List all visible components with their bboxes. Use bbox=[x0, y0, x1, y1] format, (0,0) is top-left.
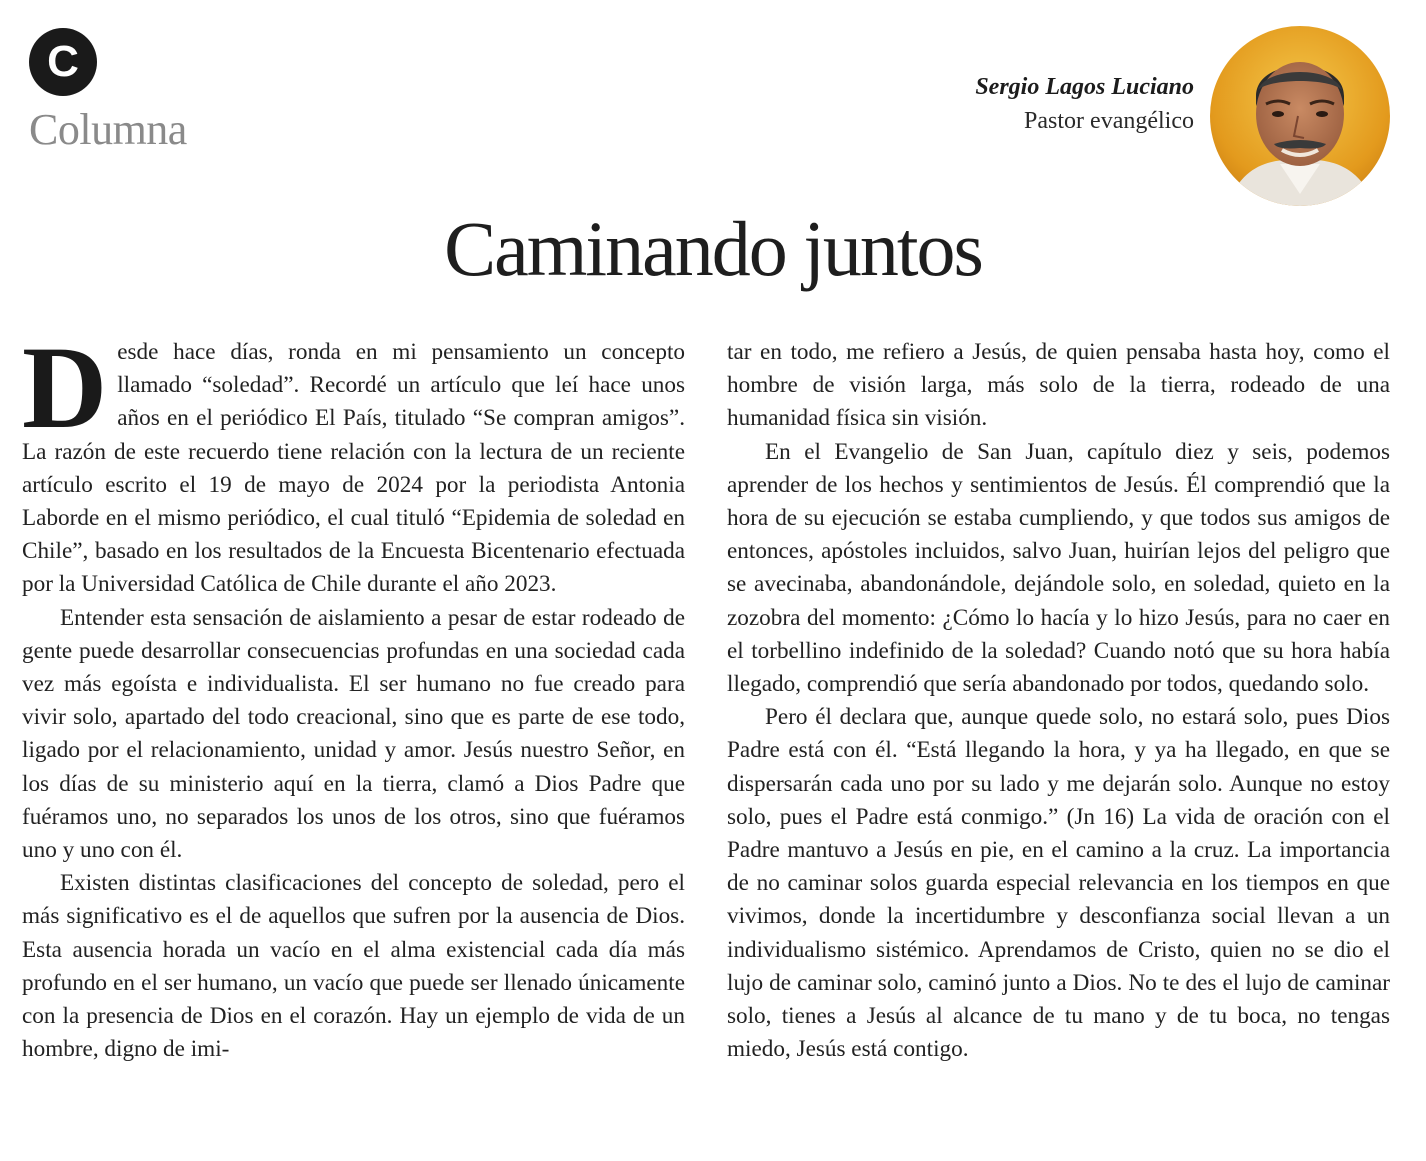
section-label: Columna bbox=[29, 105, 187, 154]
paragraph-3: Existen distintas clasificaciones del concepto de soledad, pero el más significativo es el de aquellos que sufren por la ausencia de Dios. Esta ausencia horada un vacío en el alma existencial cada día más profundo en el ser humano, un vacío que puede ser llenado únicamente con la presencia de Dios en el corazón. Hay un ejemplo de vida de un hombre, digno de imi- bbox=[22, 870, 685, 1063]
paragraph-2: Entender esta sensación de aislamiento a pesar de estar rodeado de gente puede desarrollar consecuencias profundas en una sociedad cada vez más egoísta e individualista. El ser humano no fue creado para vivir solo, apartado del todo creacional, sino que es parte de ese todo, ligado por el relacionamiento, unidad y amor. Jesús nuestro Señor, en los días de su ministerio aquí en la tierra, clamó a Dios Padre que fuéramos uno, no separados los unos de los otros, sino que fuéramos uno y uno con él. bbox=[22, 604, 685, 864]
paragraph-1 bbox=[22, 322, 685, 602]
column-right bbox=[727, 336, 1390, 1066]
author-role: Pastor evangélico bbox=[1024, 108, 1194, 134]
paragraph-4: tar en todo, me refiero a Jesús, de quien pensaba hasta hoy, como el hombre de visión larga, más solo de la tierra, rodeado de una humanidad física sin visión. bbox=[727, 339, 1390, 432]
section-badge-letter: C bbox=[47, 37, 79, 86]
paragraph-6: Pero él declara que, aunque quede solo, no estará solo, pues Dios Padre está con él. “Está llegando la hora, y ya ha llegado, en que se dispersarán cada uno por su lado y me dejarán solo. Aunque no estoy solo, pues el Padre está conmigo.” (Jn 16) La vida de oración con el Padre mantuvo a Jesús en pie, en el camino a la cruz. La importancia de no caminar solos guarda especial relevancia en los tiempos en que vivimos, donde la incertidumbre y desconfianza social llevan a un individualismo sistémico. Aprendamos de Cristo, quien no se dio el lujo de caminar solo, caminó junto a Dios. No te des el lujo de caminar solo, tienes a Jesús al alcance de tu mano y de tu boca, no tengas miedo, Jesús está contigo. bbox=[727, 704, 1390, 1063]
headline: Caminando juntos bbox=[444, 205, 982, 292]
author-portrait-icon bbox=[1210, 26, 1390, 206]
paragraph-5: En el Evangelio de San Juan, capítulo diez y seis, podemos aprender de los hechos y sentimientos de Jesús. Él comprendió que la hora de su ejecución se estaba cumpliendo, y que todos sus amigos de entonces, apóstoles incluidos, salvo Juan, huirían lejos del peligro que se avecinaba, abandonándole, dejándole solo, en soledad, quieto en la zozobra del momento: ¿Cómo lo hacía y lo hizo Jesús, para no caer en el torbellino indefinido de la soledad? Cuando notó que su hora había llegado, comprendió que sería abandonado por todos, quedando solo. bbox=[727, 438, 1390, 698]
author-block bbox=[975, 70, 1194, 138]
column-left bbox=[22, 322, 685, 1066]
drop-cap: D bbox=[22, 322, 108, 453]
paragraph-1-text: esde hace días, ronda en mi pensamiento un concepto llamado “soledad”. Recordé un artículo que leí hace unos años en el periódico El País, titulado “Se compran amigos”. La razón de este recuerdo tiene relación con la lectura de un reciente artículo escrito el 19 de mayo de 2024 por la periodista Antonia Laborde en el mismo periódico, el cual tituló “Epidemia de soledad en Chile”, basado en los resultados de la Encuesta Bicentenario efectuada por la Universidad Católica de Chile durante el año 2023. bbox=[22, 339, 685, 598]
author-photo bbox=[1210, 26, 1390, 206]
author-name: Sergio Lagos Luciano bbox=[975, 74, 1194, 100]
section-badge bbox=[29, 28, 97, 96]
